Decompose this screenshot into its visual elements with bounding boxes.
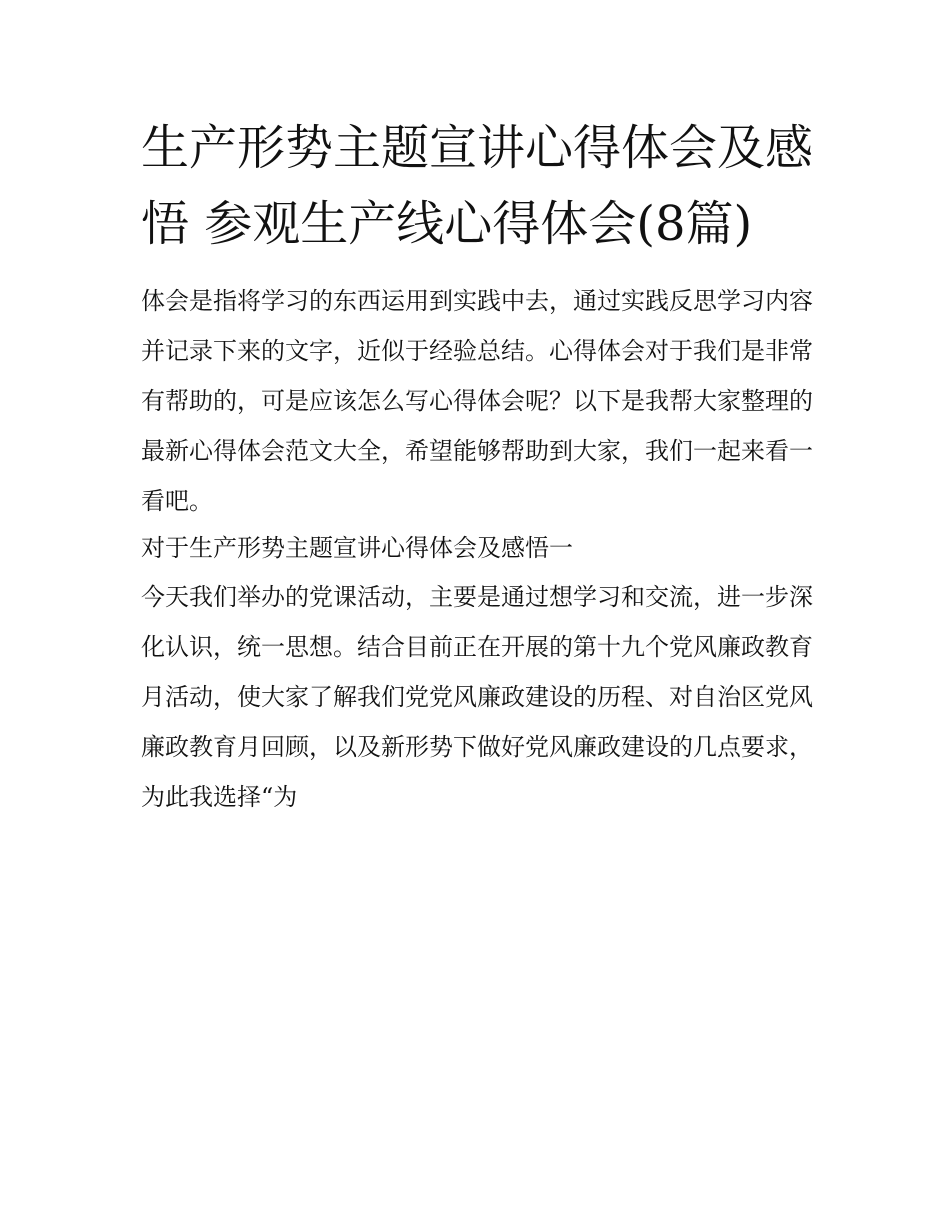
document-page <box>141 110 813 822</box>
intro-paragraph: 体会是指将学习的东西运用到实践中去，通过实践反思学习内容并记录下来的文字，近似于经验总结。心得体会对于我们是非常有帮助的，可是应该怎么写心得体会呢？以下是我帮大家整理的最新心得体会范文大全，希望能够帮助到大家，我们一起来看一看吧。 <box>141 287 813 515</box>
document-title: 生产形势主题宣讲心得体会及感悟 参观生产线心得体会(8篇) <box>141 120 814 252</box>
section-heading: 对于生产形势主题宣讲心得体会及感悟一 <box>141 534 573 562</box>
section-paragraph: 今天我们举办的党课活动，主要是通过想学习和交流，进一步深化认识，统一思想。结合目前正在开展的第十九个党风廉政教育月活动，使大家了解我们党党风廉政建设的历程、对自治区党风廉政教育月回顾，以及新形势下做好党风廉政建设的几点要求，为此我选择“为 <box>141 583 813 811</box>
